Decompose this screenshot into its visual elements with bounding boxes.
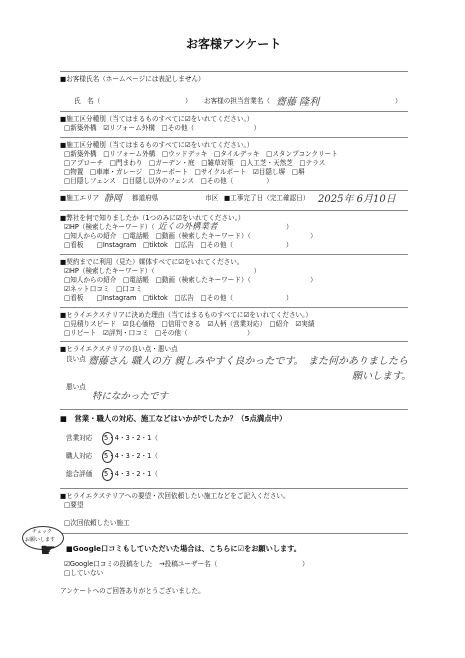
google-review-close: ） — [302, 560, 309, 568]
work-type-header: ■施工区分種別（当てはまるものすべてに☑をいれてください。） — [60, 141, 254, 149]
completion-date-value: 2025年 6月10日 — [318, 194, 396, 205]
name-section-header: ■お客様氏名（ホームページには表記しません） — [60, 75, 205, 83]
footer-thanks: アンケートへのご回答ありがとうございました。 — [60, 587, 205, 595]
google-review-row: ☑Google口コミの投稿をした →投稿ユーザー名（ — [64, 560, 218, 568]
divider — [60, 533, 408, 534]
name-close: ） — [185, 97, 192, 105]
rating-header: ■ 営業・職人の対応、施工などはいかがでしたか？（5点満点中） — [60, 414, 287, 423]
good-text-3: 願いします。 — [352, 371, 412, 382]
media-row-4: □看板 □Instagram □tiktok □広告 □その他（ ） — [64, 294, 293, 302]
work-type-row-4: □目隠しフェンス □目隠し以外のフェンス □その他（ ） — [64, 177, 273, 185]
work-type-row-2: □アプローチ □門まわり □ガーデン・庭 □雑草対策 □人工芝・天然芝 □テラス — [64, 159, 326, 167]
rating-label-overall: 総合評価 — [66, 470, 93, 478]
reason-row-2: □リピート ☑評判・口コミ □その他（ ） — [64, 329, 254, 337]
divider — [60, 341, 408, 342]
rating-label-craftsman: 職人対応 — [66, 452, 93, 460]
rep-label: お客様の担当営業名（ — [204, 97, 270, 105]
bubble-text-please: お願いします — [25, 537, 56, 543]
divider — [60, 307, 408, 308]
media-row-2: □知人からの紹介 □電話帳 □動画（検索したキーワード）（ ） — [64, 276, 317, 284]
divider — [60, 210, 408, 211]
bad-label: 悪い点 — [66, 383, 86, 391]
how-know-row-2: □知人からの紹介 □電話帳 □動画（検索したキーワード）（ ） — [64, 232, 317, 240]
how-know-keyword: 近くの外構業者 — [158, 222, 218, 232]
request-item: □要望 — [64, 501, 84, 509]
city-label: 市区 — [205, 194, 219, 202]
good-text-2: また何かありましたら — [308, 356, 408, 367]
rating-scale-craftsman: 5・4・3・2・1（ — [104, 452, 158, 460]
divider — [60, 111, 408, 112]
reason-row-1: □見積りスピード ☑良心価格 □信用できる ☑人柄（営業対応） □紹介 ☑実績 — [64, 320, 315, 328]
divider — [60, 409, 408, 410]
rating-circle-craftsman — [102, 450, 113, 463]
how-know-close: ） — [286, 223, 293, 231]
request-header: ■ヒライエクステリアへの要望・次回依頼したい施工などをご記入ください。 — [60, 492, 290, 500]
media-row-3: ☑ネット口コミ □口コミ — [64, 285, 143, 293]
rep-value: 齋藤 隆利 — [276, 97, 320, 108]
how-know-row-1: ☑HP（検索したキーワード）（ — [64, 223, 155, 231]
category-row: □新築外構 ☑リフォーム外構 □その他（ ） — [64, 124, 261, 132]
pref-label: 都道府県 — [132, 194, 159, 202]
divider — [60, 137, 408, 138]
bubble-text-check: チェック — [32, 529, 52, 535]
area-pref-value: 静岡 — [104, 194, 123, 204]
work-type-row-1: □新築外構 □リフォーム外構 □ウッドデッキ □タイルデッキ □スタンプコンクリート — [64, 150, 338, 158]
good-text: 齋藤さん 職人の方 親しみやすく良かったです。 — [88, 356, 304, 367]
area-label: ■施工エリア — [60, 194, 100, 202]
divider — [60, 254, 408, 255]
good-bad-header: ■ヒライエクステリアの良い点・悪い点 — [60, 345, 178, 353]
name-label: 氏 名（ — [74, 97, 101, 105]
rating-circle-overall — [102, 468, 113, 481]
not-posted-row: □していない — [64, 569, 104, 577]
completion-date-label: ■工事完了日（完工確認日） — [224, 194, 310, 202]
category-header: ■施工区分種別（当てはまるものすべてに☑をいれてください。） — [60, 115, 254, 123]
rating-circle-sales — [102, 432, 113, 445]
bad-text: 特になかったです — [92, 391, 169, 402]
divider — [60, 71, 408, 72]
next-work-item: □次回依頼したい施工 — [64, 519, 130, 527]
divider — [60, 488, 408, 489]
rating-scale-sales: 5・4・3・2・1（ — [104, 434, 158, 442]
how-know-row-3: □看板 □Instagram □tiktok □広告 □その他（ ） — [64, 241, 293, 249]
good-label: 良い点 — [66, 355, 86, 363]
media-row-1: ☑HP（検索したキーワード）（ ） — [64, 267, 261, 275]
google-review-header: ■Google口コミもしていただいた場合は、こちらに☑をお願いします。 — [66, 544, 301, 553]
reason-header: ■ヒライエクステリアに決めた理由（当てはまるものすべてに☑をいれてください。） — [60, 311, 313, 319]
rating-scale-overall: 5・4・3・2・1（ — [104, 470, 158, 478]
rating-label-sales: 営業対応 — [66, 434, 93, 442]
media-header: ■契約までに利用（見た）媒体すべてに☑をいれてください。 — [60, 258, 244, 266]
pointing-hand-icon: ☛ — [40, 540, 57, 561]
rep-close: ） — [395, 97, 402, 105]
how-know-header: ■弊社を何で知りましたか（1つのみに☑をいれてください。） — [60, 214, 245, 222]
work-type-row-3: □物置 □車庫・ガレージ □カーポート □サイクルポート ☑目隠し塀 □塀 — [64, 168, 305, 176]
page-title: お客様アンケート — [186, 37, 282, 51]
